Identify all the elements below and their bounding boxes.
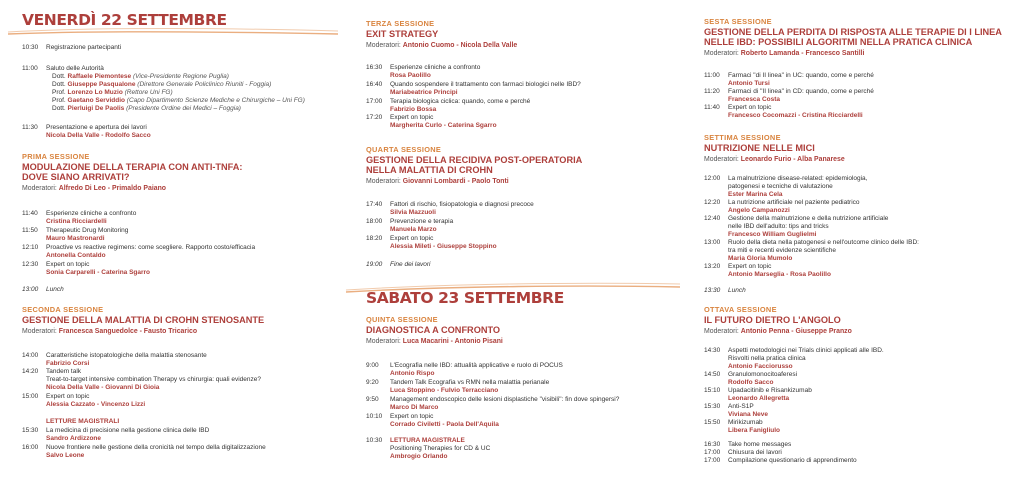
session-title: IL FUTURO DIETRO L'ANGOLO	[704, 314, 841, 325]
item-text: Nuove frontiere nelle gestione della cronicità nel tempo della digitalizzazione	[46, 444, 266, 451]
moderators	[366, 337, 678, 346]
item-text: Presentazione e apertura dei lavori	[46, 124, 147, 131]
speaker-name: Libera Fanigliulo	[728, 427, 781, 434]
item-text: La malnutrizione disease-related: epidemiologia,	[728, 175, 868, 182]
moderator-names: Francesca Sanguedolce - Fausto Tricarico	[58, 328, 198, 335]
item-text: Expert on topic	[390, 114, 434, 121]
session-label: TERZA SESSIONE	[366, 19, 435, 28]
speaker-name: Lorenzo Lo Muzio	[67, 89, 123, 96]
time-label: 17:00	[704, 449, 721, 456]
time-label: 18:20	[366, 235, 383, 242]
time-label: 10:30	[366, 437, 383, 444]
speaker-name: Raffaele Piemontese	[67, 73, 132, 80]
speaker-name: LETTURE MAGISTRALI	[46, 418, 120, 425]
time-label: 14:30	[704, 347, 721, 354]
time-label: 16:40	[366, 81, 383, 88]
text: Prof.	[52, 89, 66, 96]
moderators	[704, 327, 1022, 336]
item-text: Esperienze cliniche a confronto	[46, 210, 137, 217]
speaker-name: Fabrizio Bossa	[390, 106, 437, 113]
time-label: 16:30	[366, 64, 383, 71]
time-label: 16:00	[22, 444, 39, 451]
time-label: 12:00	[704, 175, 721, 182]
speaker-role: (Rettore Uni FG)	[124, 89, 173, 96]
time-label: 13:20	[704, 263, 721, 270]
item-text	[52, 73, 229, 81]
speaker-name: Antonio Facciorusso	[728, 363, 793, 370]
moderators	[366, 177, 678, 186]
item-text: Expert on topic	[728, 263, 772, 270]
item-text: Positioning Therapies for CD & UC	[390, 445, 491, 452]
speaker-name: Sonia Carparelli - Caterina Sgarro	[46, 269, 151, 276]
item-text: Farmaci "di II linea" in UC: quando, come e perché	[728, 72, 874, 79]
speaker-name: Gaetano Serviddio	[67, 97, 125, 104]
item-text: Expert on topic	[390, 413, 434, 420]
time-label: 15:50	[704, 419, 721, 426]
item-text: Fine dei lavori	[390, 261, 431, 268]
text: Moderatori:	[366, 42, 401, 49]
speaker-role: (Presidente Ordine dei Medici – Foggia)	[126, 105, 241, 112]
time-label: 12:10	[22, 244, 39, 251]
session-3-items	[366, 64, 678, 134]
day-title: SABATO 23 SETTEMBRE	[366, 289, 564, 307]
time-label: 16:30	[704, 441, 721, 448]
item-text: Lunch	[728, 287, 746, 294]
moderators	[366, 41, 678, 50]
session-title-line-2: DOVE SIANO ARRIVATI?	[22, 172, 130, 182]
time-label: 14:50	[704, 371, 721, 378]
speaker-name: Alessia Cazzato - Vincenzo Lizzi	[46, 401, 146, 408]
speaker-name: Francesca Costa	[728, 96, 781, 103]
time-label: 9:20	[366, 379, 379, 386]
session-7-items	[704, 175, 1022, 300]
moderator-names: Antonio Cuomo - Nicola Della Valle	[402, 42, 518, 49]
speaker-name: Giuseppe Pasqualone	[67, 81, 136, 88]
item-text: Caratteristiche istopatologiche della malattia stenosante	[46, 352, 207, 359]
item-text	[52, 89, 173, 97]
item-text: Expert on topic	[390, 235, 434, 242]
time-label: 9:50	[366, 396, 379, 403]
session-7-header	[704, 134, 1022, 164]
speaker-name: Cristina Ricciardelli	[46, 218, 107, 225]
time-label: 15:00	[22, 393, 39, 400]
item-text: Expert on topic	[46, 393, 90, 400]
time-label: 11:50	[22, 227, 38, 234]
header-swoosh	[0, 8, 340, 38]
time-label: 13:00	[22, 286, 39, 293]
speaker-name: Rosa Paolillo	[390, 72, 431, 79]
day-title: VENERDÌ 22 SETTEMBRE	[22, 11, 227, 29]
session-title: GESTIONE DELLA MALATTIA DI CROHN STENOSANTE	[22, 314, 265, 325]
session-5-header	[366, 316, 678, 346]
item-text: Ruolo della dieta nella patogenesi e nell'outcome clinico delle IBD:	[728, 239, 919, 246]
speaker-name: Marco Di Marco	[390, 404, 439, 411]
item-text: La nutrizione artificiale nel paziente pediatrico	[728, 199, 860, 206]
speaker-name: Salvo Leone	[46, 452, 85, 459]
time-label: 17:20	[366, 114, 383, 121]
time-label: 12:20	[704, 199, 721, 206]
item-text: Fattori di rischio, fisiopatologia e diagnosi precoce	[390, 201, 534, 208]
session-label: QUARTA SESSIONE	[366, 145, 442, 154]
time-label: 10:10	[366, 413, 383, 420]
item-text: Mirikizumab	[728, 419, 763, 426]
session-title: NELLE IBD: POSSIBILI ALGORITMI NELLA PRATICA CLINICA	[704, 37, 973, 47]
moderator-names: Alfredo Di Leo - Primaldo Paiano	[58, 185, 166, 193]
session-5-items	[366, 362, 678, 472]
moderator-names: Antonio Penna - Giuseppe Pranzo	[740, 328, 852, 335]
item-text: Quando sospendere il trattamento con farmaci biologici nelle IBD?	[390, 81, 581, 88]
speaker-name: Antonio Rispo	[390, 370, 435, 377]
speaker-name: Mauro Mastronardi	[46, 235, 105, 242]
speaker-name: Maria Gloria Mumolo	[728, 255, 793, 262]
item-text: Esperienze cliniche a confronto	[390, 64, 481, 71]
speaker-name: Margherita Curlo - Caterina Sgarro	[390, 122, 497, 129]
session-title: GESTIONE DELLA PERDITA DI RISPOSTA ALLE TERAPIE DI I LINEA	[704, 26, 1002, 37]
speaker-name: Sandro Ardizzone	[46, 435, 102, 442]
speaker-name: Angelo Campanozzi	[728, 207, 790, 214]
item-text: La medicina di precisione nella gestione clinica delle IBD	[46, 427, 210, 434]
session-8-header	[704, 306, 1022, 336]
speaker-name: Ambrogio Orlando	[390, 453, 448, 460]
speaker-role: (Vice-Presidente Regione Puglia)	[132, 73, 229, 80]
speaker-name: Mariabeatrice Principi	[390, 89, 458, 96]
item-text: Farmaci di "II linea" in CD: quando, come e perché	[728, 88, 874, 95]
item-text: Treat-to-target intensive combination Therapy vs chirurgia: quali evidenze?	[46, 376, 261, 383]
time-label: 14:00	[22, 352, 39, 359]
item-text: Upadacitinib e Risankizumab	[728, 387, 812, 394]
item-text: tra miti e recenti evidenze scientifiche	[728, 247, 837, 254]
session-8-items	[704, 347, 1022, 472]
item-text	[52, 105, 241, 113]
item-text: Gestione della malnutrizione e della nutrizione artificiale	[728, 215, 889, 222]
session-title: MODULAZIONE DELLA TERAPIA CON ANTI-TNFA:	[22, 161, 243, 172]
session-title: DIAGNOSTICA A CONFRONTO	[366, 324, 501, 335]
session-1-items	[22, 210, 337, 300]
speaker-name: Antonella Contaldo	[46, 252, 106, 259]
item-text: Expert on topic	[728, 104, 772, 111]
session-1-header	[22, 153, 337, 194]
time-label: 13:00	[704, 239, 721, 246]
text: Moderatori:	[704, 328, 739, 335]
item-text: Saluto delle Autorità	[46, 65, 104, 72]
text: Moderatori:	[22, 328, 57, 335]
moderator-names: Giovanni Lombardi - Paolo Tonti	[402, 178, 509, 186]
time-label: 15:30	[704, 403, 721, 410]
time-label: 19:00	[366, 261, 383, 268]
item-text: Expert on topic	[46, 261, 90, 268]
speaker-name: Rodolfo Sacco	[728, 379, 774, 386]
item-text: patogenesi e tecniche di valutazione	[728, 183, 833, 190]
item-text: Management endoscopico delle lesioni displastiche "visibili": fin dove spingersi?	[390, 396, 620, 403]
speaker-name: LETTURA MAGISTRALE	[390, 437, 465, 444]
speaker-role: (Direttore Generale Policlinico Riuniti - Foggia)	[137, 81, 272, 88]
item-text: Tandem Talk Ecografia vs RMN nella malattia perianale	[390, 379, 550, 386]
speaker-name: Francesco William Guglielmi	[728, 231, 817, 238]
time-label: 11:30	[22, 124, 38, 131]
time-label: 11:00	[22, 65, 38, 72]
speaker-name: Fabrizio Corsi	[46, 360, 90, 367]
moderator-names: Luca Macarini - Antonio Pisani	[402, 338, 503, 345]
session-4-items	[366, 201, 678, 273]
opening	[22, 124, 337, 144]
speaker-name: Viviana Neve	[728, 411, 768, 418]
moderators	[22, 327, 337, 336]
session-title: NELLA MALATTIA DI CROHN	[366, 165, 493, 175]
speaker-name: Ester Marina Cela	[728, 191, 783, 198]
text: Moderatori:	[366, 178, 401, 186]
day-header-friday	[0, 8, 340, 38]
speaker-name: Corrado Civiletti - Paola Dell'Aquila	[390, 421, 499, 428]
speaker-name: Nicola Della Valle - Giovanni Di Gioia	[46, 384, 160, 391]
text: Moderatori:	[366, 338, 401, 345]
item-text: Registrazione partecipanti	[46, 44, 122, 51]
moderators	[704, 155, 1022, 164]
session-6-items	[704, 72, 1022, 124]
session-label: OTTAVA SESSIONE	[704, 305, 777, 314]
item-text: L'Ecografia nelle IBD: attualità applicative e ruolo di POCUS	[390, 362, 563, 369]
time-label: 11:20	[704, 88, 720, 95]
time-label: 14:20	[22, 368, 39, 375]
item-text: Granulomonocitoaferesi	[728, 371, 798, 378]
item-text: Anti-S1P	[728, 403, 754, 410]
session-2-header	[22, 306, 337, 336]
speaker-name: Alessia Mileti - Giuseppe Stoppino	[390, 243, 497, 250]
time-label: 18:00	[366, 218, 383, 225]
speaker-name: Silvia Mazzuoli	[390, 209, 436, 216]
speaker-name: Pierluigi De Paolis	[67, 105, 125, 112]
item-text: Prevenzione e terapia	[390, 218, 454, 225]
session-label: SECONDA SESSIONE	[22, 305, 104, 314]
session-title: EXIT STRATEGY	[366, 28, 439, 39]
speaker-name: Antonio Marseglia - Rosa Paolillo	[728, 271, 831, 278]
registration	[22, 44, 337, 64]
session-2-items	[22, 352, 337, 472]
text: Prof.	[52, 97, 66, 104]
item-text: Chiusura dei lavori	[728, 449, 782, 456]
speaker-name: Antonio Tursi	[728, 80, 770, 87]
item-text: Take home messages	[728, 441, 792, 448]
item-text: Tandem talk	[46, 368, 82, 375]
speaker-name: Francesco Cocomazzi - Cristina Ricciardelli	[728, 112, 863, 119]
item-text: nelle IBD dell'adulto: tips and tricks	[728, 223, 829, 230]
time-label: 11:00	[704, 72, 720, 79]
speaker-name: Manuela Marzo	[390, 226, 437, 233]
time-label: 17:40	[366, 201, 383, 208]
time-label: 17:00	[704, 457, 721, 464]
session-title: GESTIONE DELLA RECIDIVA POST-OPERATORIA	[366, 154, 583, 165]
time-label: 15:30	[22, 427, 39, 434]
speaker-role: (Capo Dipartimento Scienze Mediche e Chirurgiche – Uni FG)	[126, 97, 305, 104]
item-text: Compilazione questionario di apprendimento	[728, 457, 857, 464]
speaker-name: Nicola Della Valle - Rodolfo Sacco	[46, 132, 151, 139]
time-label: 10:30	[22, 44, 39, 51]
item-text	[52, 81, 271, 89]
text: Dott.	[52, 81, 66, 88]
text: Dott.	[52, 105, 66, 112]
time-label: 9:00	[366, 362, 379, 369]
moderators	[22, 184, 337, 193]
time-label: 11:40	[22, 210, 38, 217]
item-text: Terapia biologica ciclica: quando, come e perché	[390, 98, 531, 105]
session-label: QUINTA SESSIONE	[366, 315, 438, 324]
item-text	[52, 97, 305, 105]
session-4-header	[366, 146, 678, 187]
item-text: Therapeutic Drug Monitoring	[46, 227, 129, 234]
item-text: Aspetti metodologici nei Trials clinici applicati alle IBD.	[728, 347, 884, 354]
moderator-names: Leonardo Furio - Alba Panarese	[740, 156, 845, 163]
session-title: NUTRIZIONE NELLE MICI	[704, 142, 815, 153]
moderators	[704, 49, 1022, 58]
greeting-authorities	[22, 65, 337, 125]
session-6-header	[704, 18, 1022, 59]
item-text: Proactive vs reactive regimens: come scegliere. Rapporto costo/efficacia	[46, 244, 256, 251]
time-label: 17:00	[366, 98, 383, 105]
time-label: 12:30	[22, 261, 39, 268]
item-text: Risvolti nella pratica clinica	[728, 355, 806, 362]
text: Moderatori:	[22, 185, 57, 193]
text: Moderatori:	[704, 50, 739, 58]
time-label: 13:30	[704, 287, 721, 294]
session-label: SETTIMA SESSIONE	[704, 133, 781, 142]
day-header-saturday	[340, 280, 682, 312]
text: Moderatori:	[704, 156, 739, 163]
time-label: 11:40	[704, 104, 720, 111]
speaker-name: Leonardo Allegretta	[728, 395, 790, 402]
time-label: 12:40	[704, 215, 721, 222]
item-text: Lunch	[46, 286, 64, 293]
time-label: 15:10	[704, 387, 721, 394]
session-3-header	[366, 20, 678, 50]
moderator-names: Roberto Lamanda - Francesco Santilli	[740, 50, 865, 58]
session-label: PRIMA SESSIONE	[22, 152, 90, 161]
session-label: SESTA SESSIONE	[704, 17, 772, 26]
speaker-name: Luca Stoppino - Fulvio Terracciano	[390, 387, 499, 394]
text: Dott.	[52, 73, 66, 80]
